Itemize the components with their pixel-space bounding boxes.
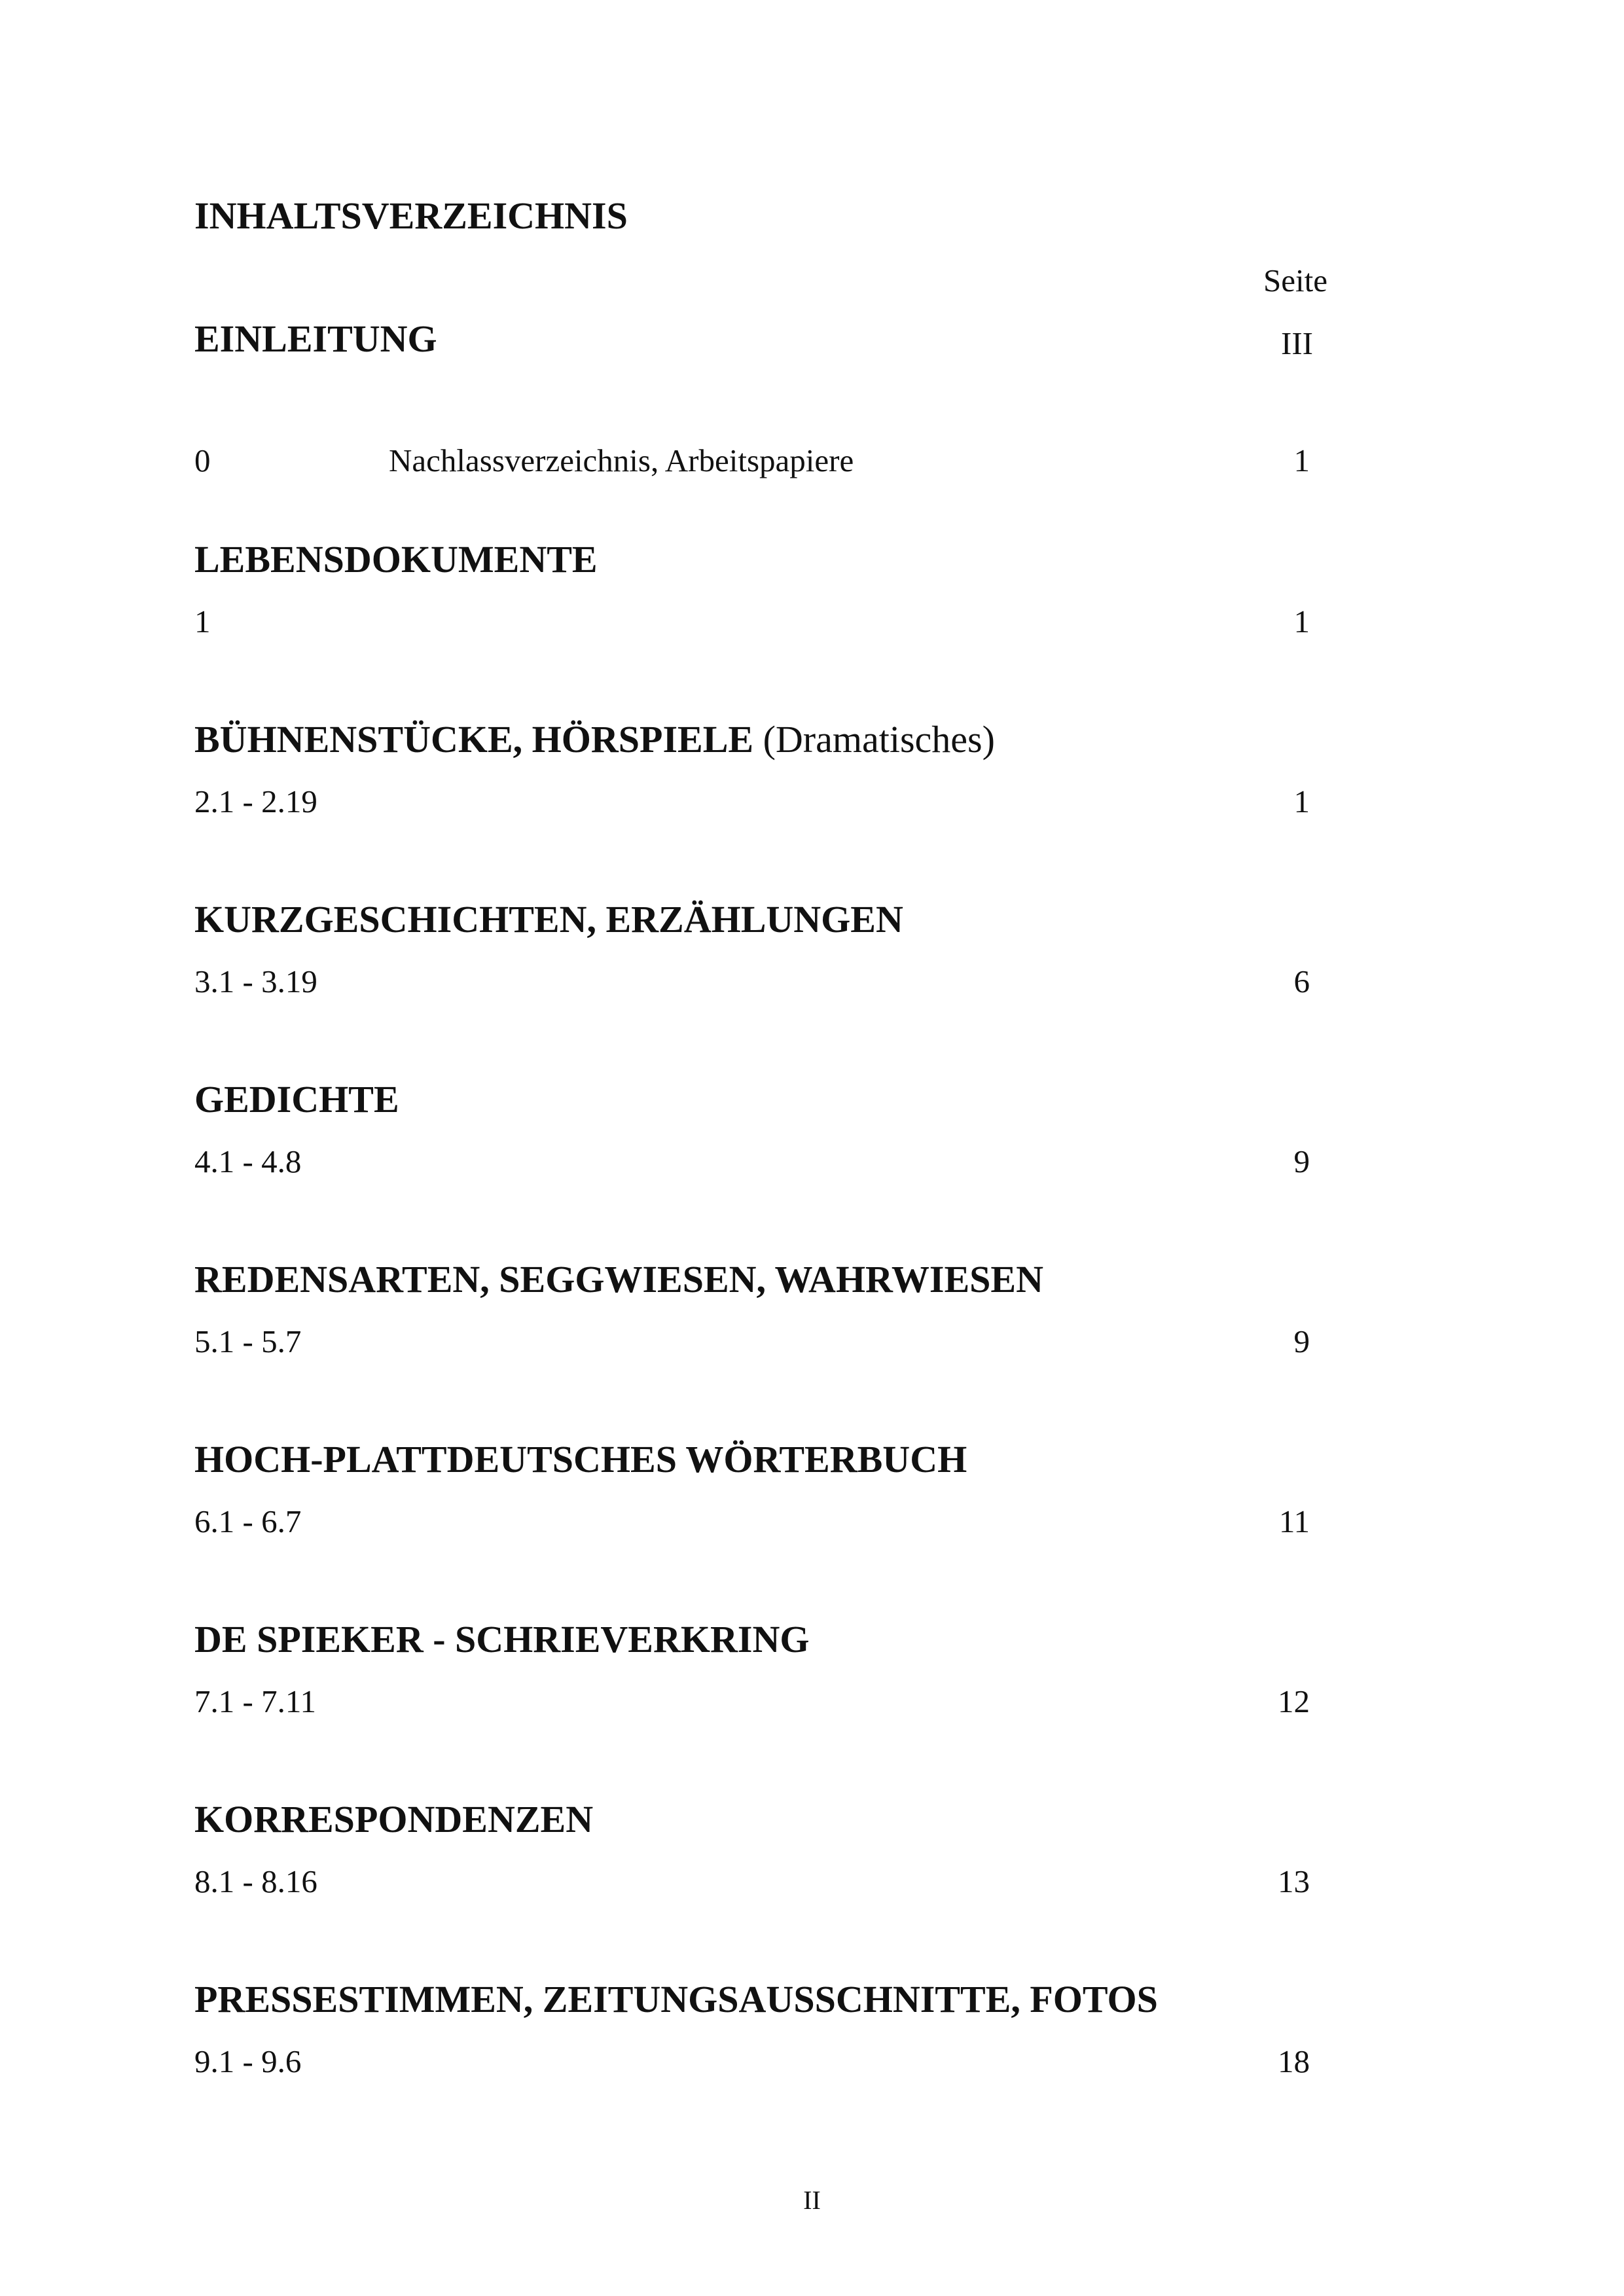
toc-section-range: 3.1 - 3.19: [194, 963, 317, 999]
toc-page-nachlass: 1: [1293, 442, 1310, 478]
toc-section-heading: PRESSESTIMMEN, ZEITUNGSAUSSCHNITTE, FOTOS: [194, 1978, 1158, 2020]
toc-section-heading: REDENSARTEN, SEGGWIESEN, WAHRWIESEN: [194, 1258, 1043, 1300]
toc-section-page: 1: [1293, 603, 1310, 639]
toc-section-heading: KORRESPONDENZEN: [194, 1798, 594, 1840]
toc-section-range: 7.1 - 7.11: [194, 1683, 316, 1719]
toc-section-range: 9.1 - 9.6: [194, 2043, 302, 2079]
toc-section-heading-suffix: (Dramatisches): [763, 718, 995, 761]
page-title: INHALTSVERZEICHNIS: [194, 194, 628, 237]
toc-description-nachlass: Nachlassverzeichnis, Arbeitspapiere: [389, 442, 854, 478]
toc-number-nachlass: 0: [194, 442, 211, 478]
toc-section-heading: HOCH-PLATTDEUTSCHES WÖRTERBUCH: [194, 1438, 967, 1480]
toc-section-range: 5.1 - 5.7: [194, 1323, 302, 1359]
toc-section-page: 9: [1293, 1323, 1310, 1359]
toc-section-page: 11: [1278, 1503, 1310, 1539]
toc-section-range: 1: [194, 603, 211, 639]
toc-section-heading: KURZGESCHICHTEN, ERZÄHLUNGEN: [194, 898, 903, 941]
toc-section-range: 6.1 - 6.7: [194, 1503, 302, 1539]
toc-section-page: 1: [1293, 783, 1310, 819]
toc-section-page: 13: [1278, 1863, 1310, 1899]
toc-heading-introduction: EINLEITUNG: [194, 317, 437, 360]
toc-section-range: 4.1 - 4.8: [194, 1143, 302, 1179]
toc-section-page: 12: [1278, 1683, 1310, 1719]
toc-section-range: 8.1 - 8.16: [194, 1863, 317, 1899]
page-column-label: Seite: [1263, 262, 1327, 298]
footer-page-number: II: [803, 2185, 821, 2215]
toc-section-page: 18: [1278, 2043, 1310, 2079]
toc-section-heading: GEDICHTE: [194, 1078, 399, 1121]
toc-section-heading: LEBENSDOKUMENTE: [194, 538, 598, 581]
toc-section-page: 6: [1293, 963, 1310, 999]
toc-section-heading-main: BÜHNENSTÜCKE, HÖRSPIELE: [194, 718, 754, 761]
toc-section-heading: [194, 718, 995, 761]
toc-section-page: 9: [1293, 1143, 1310, 1179]
toc-page-introduction: III: [1281, 325, 1313, 361]
toc-section-range: 2.1 - 2.19: [194, 783, 317, 819]
toc-section-heading: DE SPIEKER - SCHRIEVERKRING: [194, 1618, 810, 1660]
